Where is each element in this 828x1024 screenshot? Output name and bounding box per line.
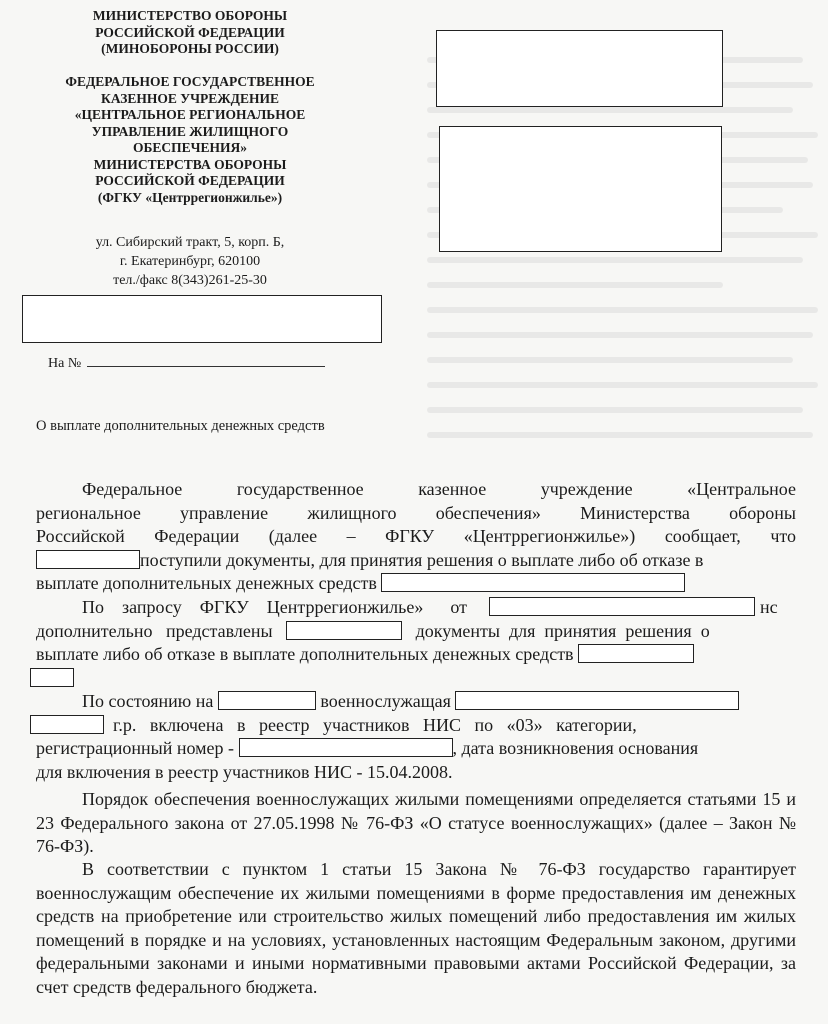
- word: региональное: [36, 502, 141, 523]
- word: (далее: [268, 526, 318, 546]
- word: Министерства: [580, 502, 690, 523]
- paragraph-2: [36, 596, 796, 690]
- redacted-reg-number: [239, 738, 453, 757]
- reference-blank-line: [87, 352, 325, 367]
- redacted-subject: [286, 621, 402, 640]
- letterhead-address: [40, 233, 340, 290]
- letterhead-line: КАЗЕННОЕ УЧРЕЖДЕНИЕ: [101, 90, 279, 106]
- address-line: г. Екатеринбург, 620100: [119, 254, 261, 269]
- word: сообщает,: [664, 526, 741, 546]
- word: от: [450, 597, 467, 617]
- letterhead-institution: [40, 74, 340, 206]
- letter-subject: О выплате дополнительных денежных средств: [36, 418, 325, 434]
- redacted-outgoing-number: [22, 295, 382, 343]
- letterhead-line: РОССИЙСКОЙ ФЕДЕРАЦИИ: [95, 173, 285, 188]
- word: жилищного: [307, 502, 397, 523]
- p1-line-5-text: выплате дополнительных денежных средств: [36, 573, 377, 593]
- word: управление: [180, 502, 269, 523]
- letterhead-line: ОБЕСПЕЧЕНИЯ»: [132, 140, 248, 155]
- p3-line-3-start: регистрационный номер -: [36, 738, 234, 758]
- paragraph-4: Порядок обеспечения военнослужащих жилыми помещениями определяется статьями 15 и 23 Федерального закона от 27.05.1998 № 76-ФЗ «О статусе военнослужащих» (далее – Закон № 76-ФЗ).: [36, 789, 796, 856]
- p3-line-3-end: , дата возникновения основания: [452, 738, 699, 758]
- reference-label: На №: [48, 356, 82, 371]
- reference-number: [48, 352, 325, 372]
- p1-line-4: [36, 549, 796, 573]
- letterhead-line: МИНИСТЕРСТВО ОБОРОНЫ: [92, 8, 288, 23]
- p3-line-2: [36, 714, 796, 738]
- word: Федерации: [154, 526, 240, 546]
- word: обеспечения»: [435, 502, 541, 523]
- address-line: ул. Сибирский тракт, 5, корп. Б,: [95, 235, 285, 250]
- word: Российской: [36, 526, 125, 546]
- redacted-name-2: [578, 644, 694, 663]
- p1-line-5: [36, 572, 796, 596]
- letterhead-line: УПРАВЛЕНИЕ ЖИЛИЩНОГО: [91, 123, 289, 139]
- word: государственное: [236, 479, 364, 499]
- p3-line-1: [36, 690, 796, 714]
- word: что: [770, 526, 797, 546]
- p2-line-2: [36, 620, 796, 644]
- p2-line-2-end: документы для принятия решения о: [415, 620, 710, 641]
- p2-line-2-start: дополнительно представлены: [36, 620, 273, 641]
- word: –: [346, 526, 356, 546]
- p2-line-4: [36, 667, 796, 691]
- letterhead-line: «ЦЕНТРАЛЬНОЕ РЕГИОНАЛЬНОЕ: [74, 107, 306, 122]
- p2-line-1: [36, 596, 796, 620]
- redacted-person: [455, 691, 739, 710]
- letterhead-ministry: [40, 8, 340, 58]
- letterhead-line: (ФГКУ «Центррегионжилье»): [97, 189, 283, 205]
- p1-line-1: [36, 478, 796, 502]
- paragraph-5: В соответствии с пунктом 1 статьи 15 Закона № 76-ФЗ государство гарантирует военнослужащим обеспечение их жилыми помещениями в форме предоставления им денежных средств на приобретение или строительство жилых помещений либо предоставления им жилых помещений в порядке и на условиях, установленных настоящим Федеральным законом, другими федеральными законами и иными нормативными правовыми актами Российской Федерации, за счет средств федерального бюджета.: [36, 859, 796, 997]
- word: Центррегионжилье»: [266, 597, 424, 617]
- word: «Центррегионжилье»): [463, 526, 636, 546]
- redacted-recipient-1: [436, 30, 723, 107]
- redacted-sender: [489, 597, 755, 616]
- p3-line-4: [36, 761, 796, 785]
- letterhead-line: МИНИСТЕРСТВА ОБОРОНЫ: [93, 156, 287, 172]
- word: обороны: [729, 502, 797, 523]
- paragraph-1: [36, 478, 796, 596]
- letterhead-line: РОССИЙСКОЙ ФЕДЕРАЦИИ: [95, 24, 285, 40]
- word: ФГКУ: [385, 526, 435, 546]
- word: казенное: [418, 479, 487, 499]
- letterhead-line: (МИНОБОРОНЫ РОССИИ): [101, 41, 279, 56]
- word: запросу: [122, 597, 182, 617]
- p3-line-1-mid: военнослужащая: [320, 691, 451, 711]
- p1-line-3: [36, 525, 796, 549]
- paragraph-3: [36, 690, 796, 784]
- address-line: тел./факс 8(343)261-25-30: [113, 273, 267, 288]
- p3-line-1-start: По состоянию на: [82, 691, 214, 711]
- p3-line-2-text: г.р. включена в реестр участников НИС по «03» категории,: [113, 714, 637, 735]
- p2-line-3: [36, 643, 796, 667]
- p3-line-4-text: для включения в реестр участников НИС - 15.04.2008.: [36, 761, 453, 782]
- redacted-name-3: [30, 668, 74, 687]
- redacted-birth-year: [30, 715, 104, 734]
- p1-line-4-text: поступили документы, для принятия решения о выплате либо об отказе в: [140, 549, 704, 570]
- word: учреждение: [540, 479, 633, 499]
- redacted-date: [36, 550, 140, 569]
- letterhead-line: ФЕДЕРАЛЬНОЕ ГОСУДАРСТВЕННОЕ: [65, 74, 315, 89]
- redacted-recipient-2: [439, 126, 722, 252]
- word: «Центральное: [687, 479, 797, 499]
- p1-line-2: [36, 502, 796, 526]
- p2-line-3-text: выплате либо об отказе в выплате дополнительных денежных средств: [36, 644, 574, 664]
- word: Федеральное: [82, 479, 183, 499]
- p3-line-3: [36, 737, 796, 761]
- word: ФГКУ: [199, 597, 249, 617]
- redacted-name: [381, 573, 685, 592]
- redacted-date-2: [218, 691, 316, 710]
- word: По: [82, 597, 104, 617]
- word: нс: [759, 597, 778, 617]
